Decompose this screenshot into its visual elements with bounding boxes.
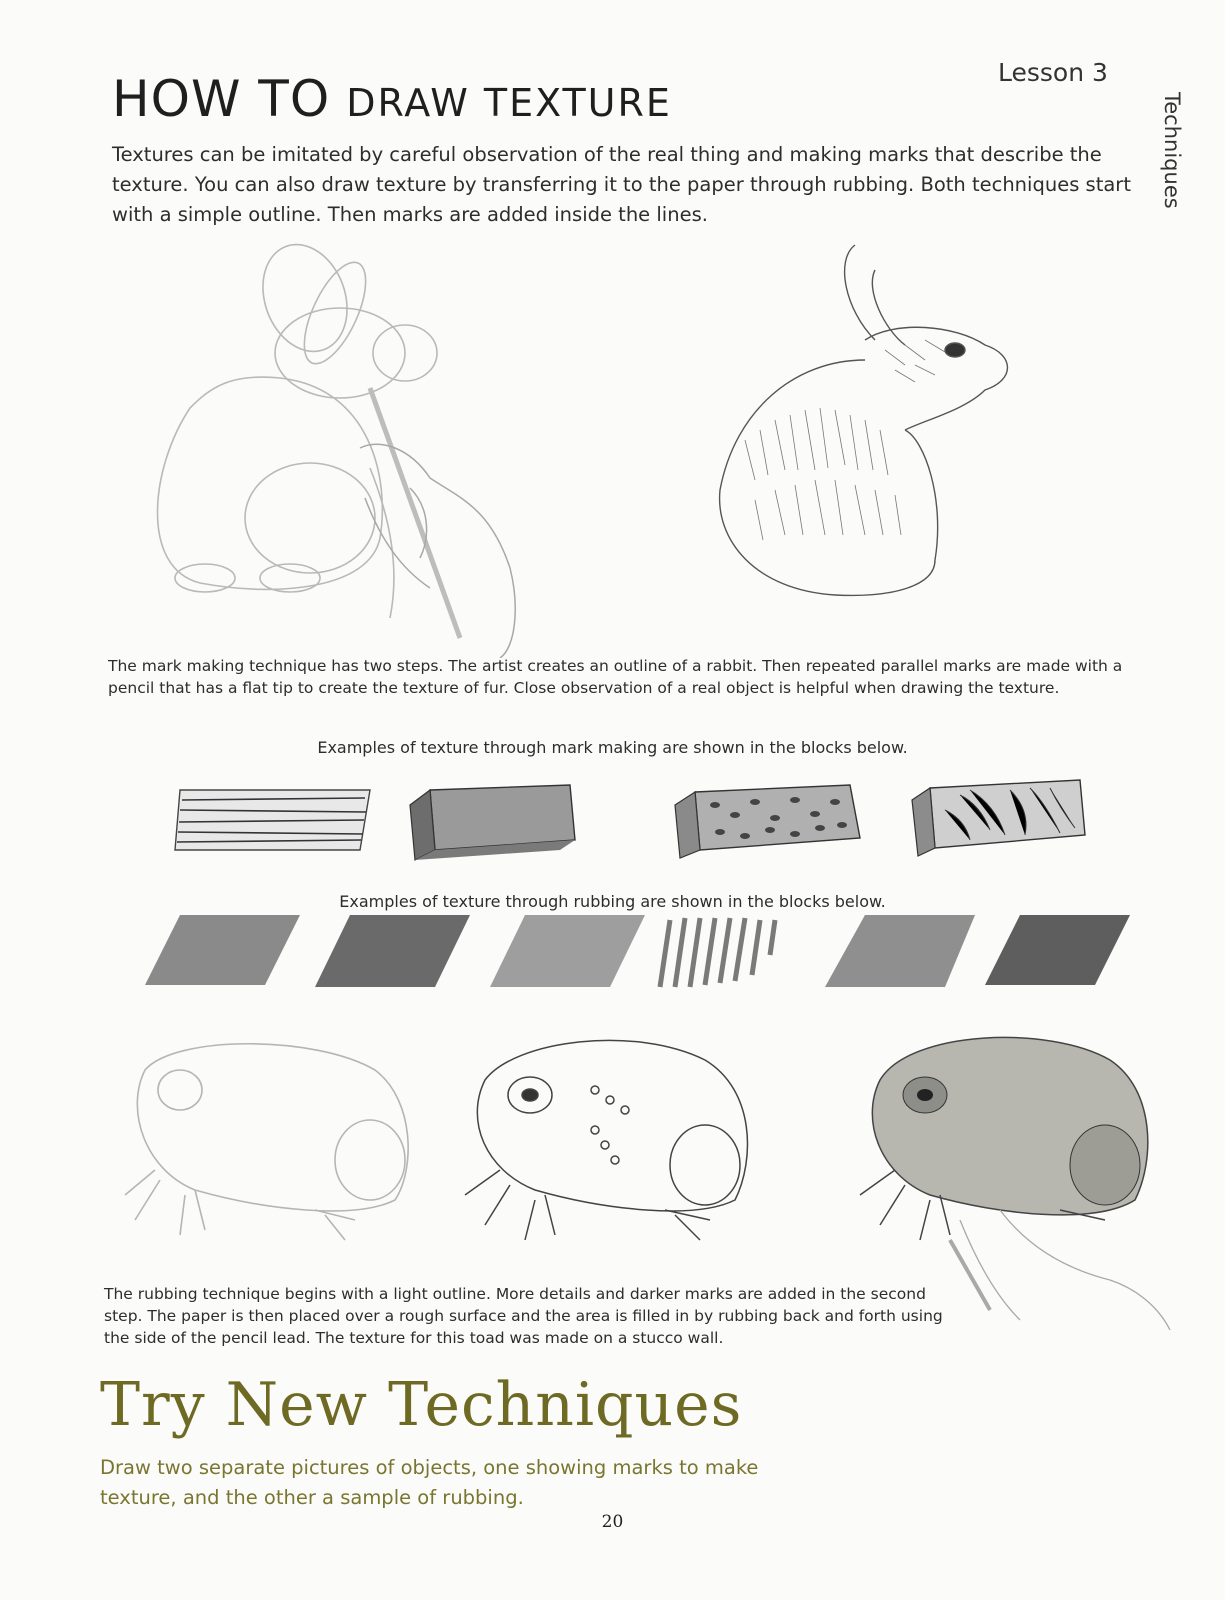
wood-grain-block	[175, 790, 370, 850]
rubbing-examples-caption: Examples of texture through rubbing are shown in the blocks below.	[339, 892, 886, 911]
rubbing-sample-6	[985, 915, 1130, 985]
smooth-block	[410, 785, 575, 860]
title-sub: DRAW TEXTURE	[346, 81, 672, 125]
toad-outline-drawing	[115, 1030, 435, 1250]
mark-texture-blocks	[170, 770, 1110, 870]
rabbit-fur-drawing	[715, 240, 1035, 610]
toad-detail-drawing	[455, 1020, 775, 1250]
page-title	[112, 70, 672, 128]
fur-block	[912, 780, 1085, 856]
intro-paragraph: Textures can be imitated by careful observation of the real thing and making marks that describe the texture. You can also draw texture by transferring it to the paper through rubbing. Both techniques start with a simple outline. Then marks are added inside the lines.	[112, 143, 1131, 226]
rubbing-texture-samples	[140, 915, 1140, 1005]
mark-examples-caption: Examples of texture through mark making are shown in the blocks below.	[317, 738, 908, 757]
activity-instructions: Draw two separate pictures of objects, one showing marks to make texture, and the other a sample of rubbing.	[100, 1456, 759, 1509]
rubbing-sample-1	[145, 915, 300, 985]
activity-title: Try New Techniques	[100, 1370, 743, 1440]
lesson-label: Lesson 3	[998, 58, 1108, 87]
side-tab-label: Techniques	[1160, 92, 1184, 209]
mark-technique-caption: The mark making technique has two steps. The artist creates an outline of a rabbit. Then repeated parallel marks are made with a pencil that has a flat tip to create the texture of fur. Close observation of a real object is helpful when drawing the texture.	[108, 657, 1123, 697]
rubbing-technique-caption: The rubbing technique begins with a light outline. More details and darker marks are added in the second step. The paper is then placed over a rough surface and the area is filled in by rubbing back and forth using the side of the pencil lead. The texture for this toad was made on a stucco wall.	[104, 1285, 943, 1347]
title-main: HOW TO	[112, 70, 331, 128]
rubbing-sample-5	[825, 915, 975, 987]
page-number: 20	[601, 1512, 624, 1532]
side-tab	[1158, 92, 1188, 212]
rubbing-sample-2	[315, 915, 470, 987]
sponge-block	[675, 785, 860, 858]
rubbing-sample-4	[660, 918, 775, 987]
rubbing-sample-3	[490, 915, 645, 987]
rabbit-outline-illustration	[130, 238, 530, 658]
